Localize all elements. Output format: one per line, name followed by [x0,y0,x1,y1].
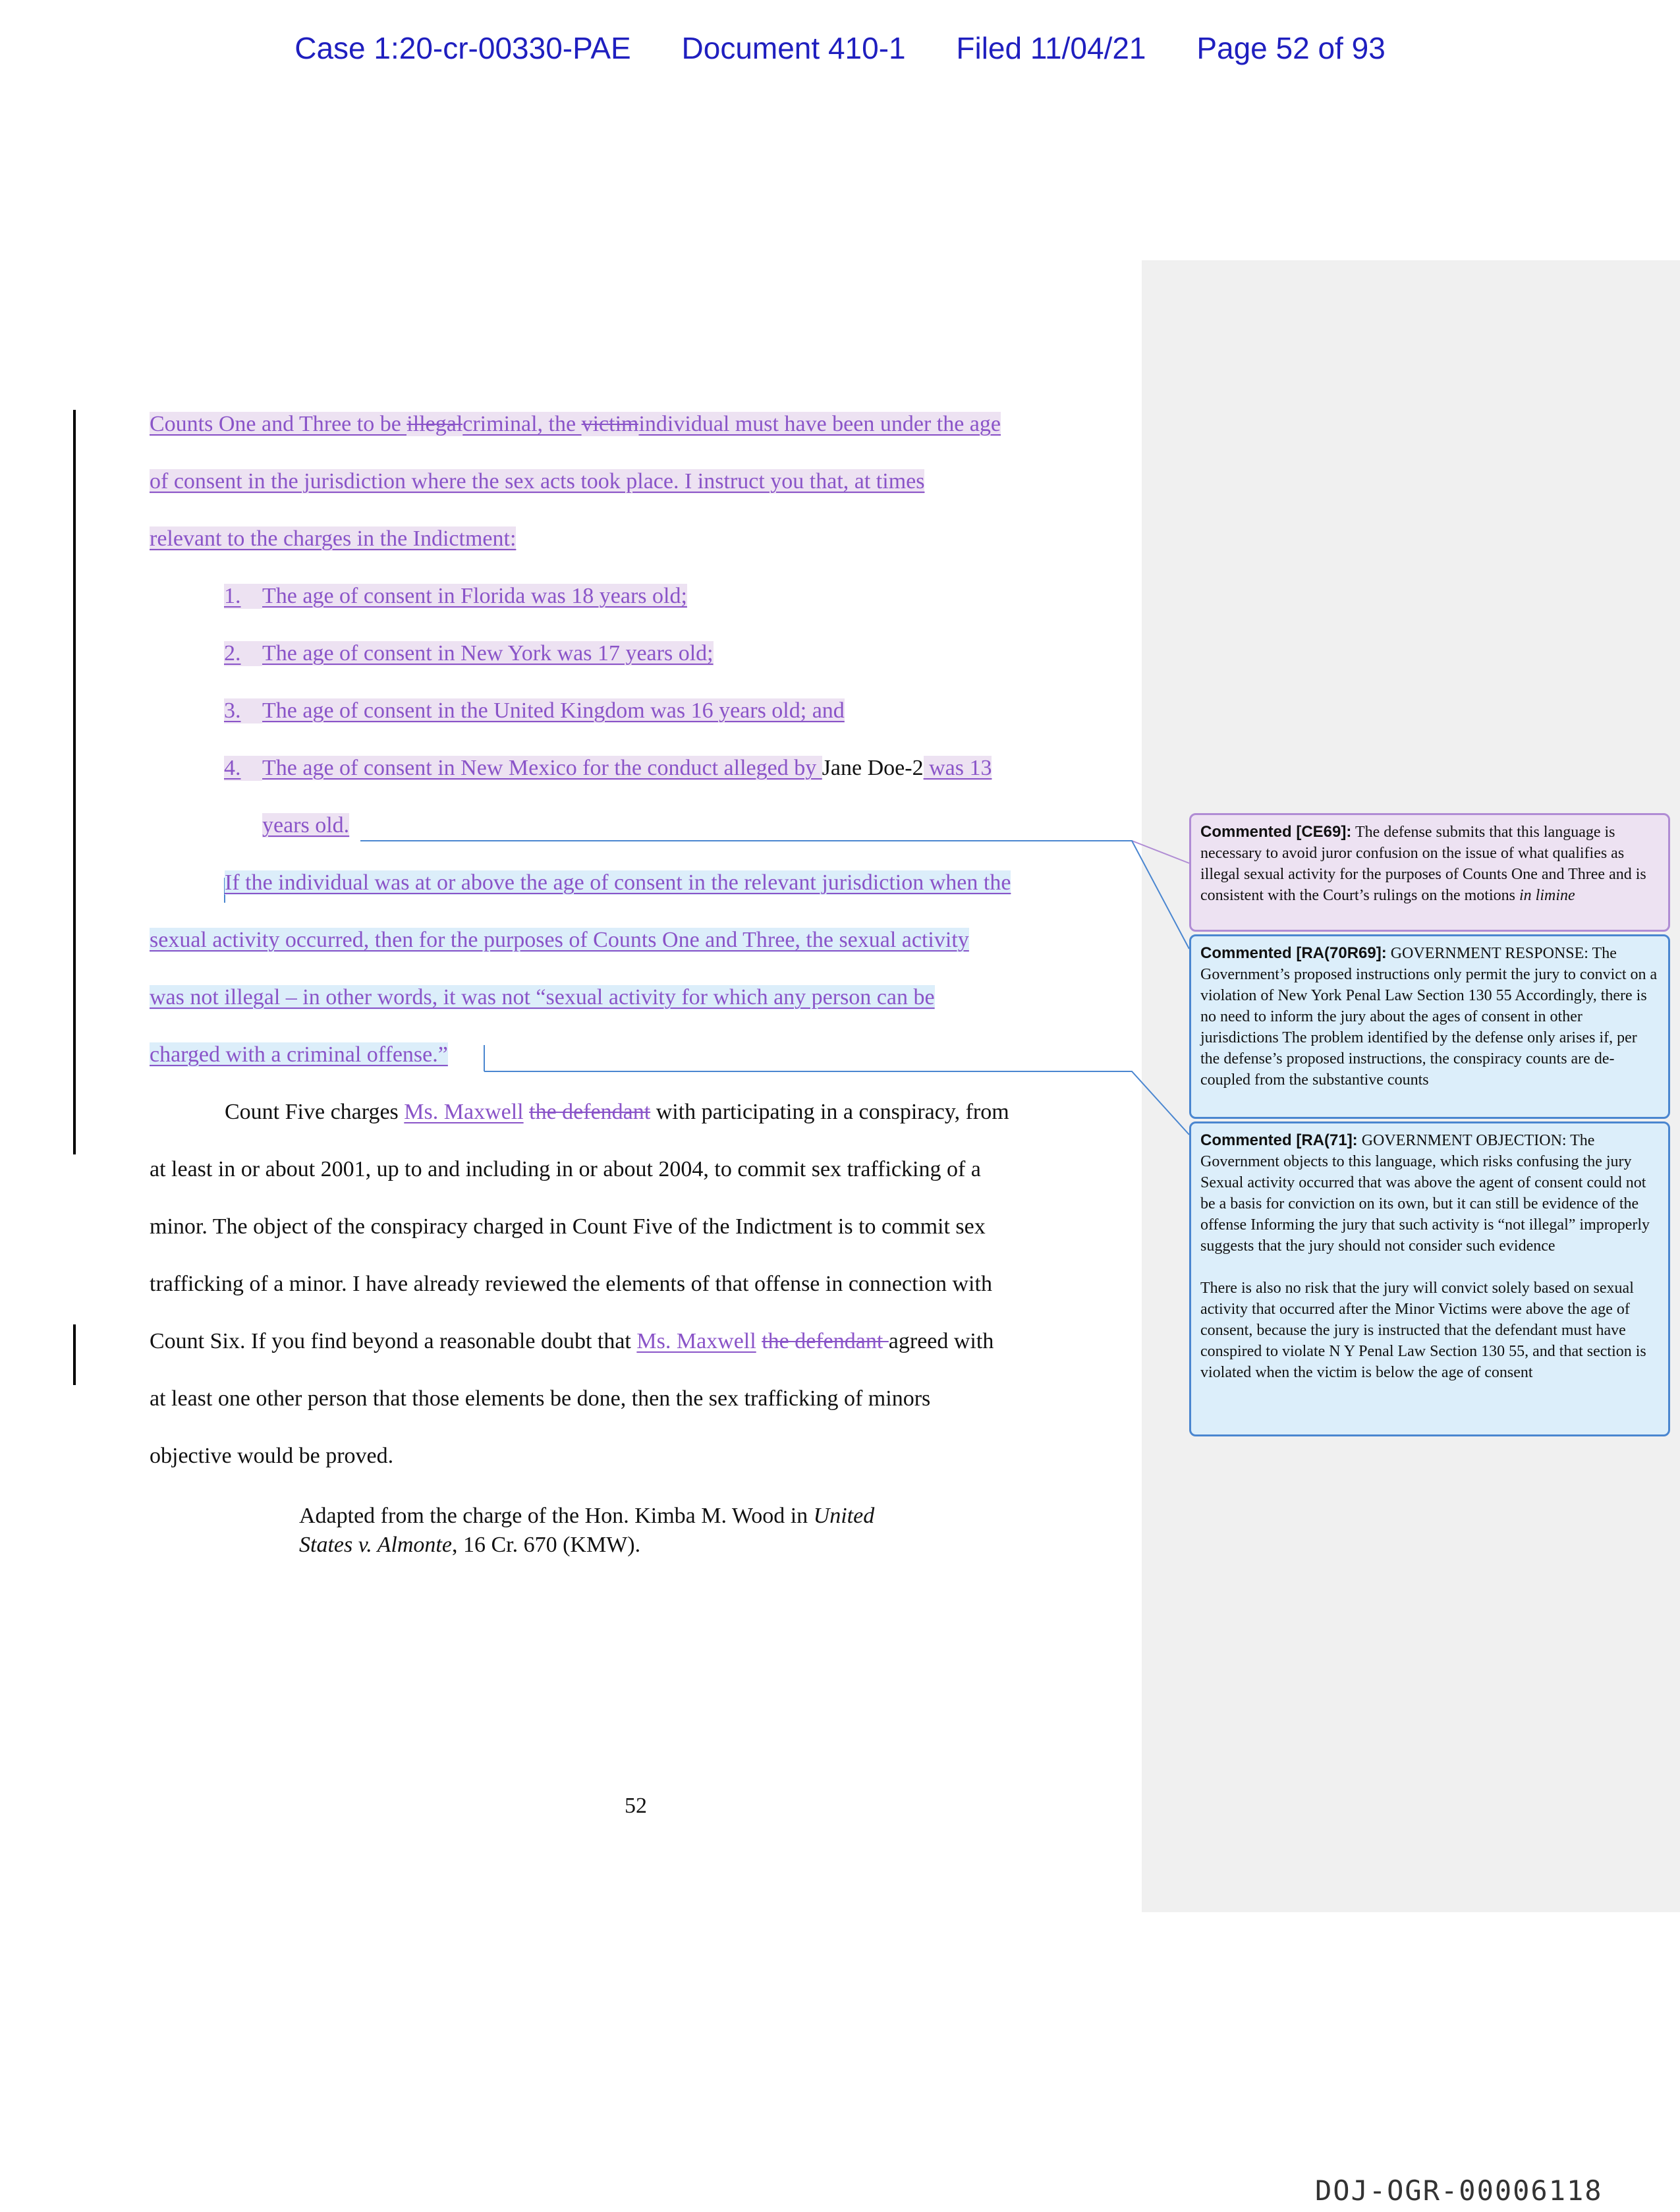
deleted-text: the defendant [762,1329,889,1353]
paragraph-line: objective would be proved. [150,1444,394,1468]
deleted-text: victim [581,412,639,436]
comment-balloon[interactable] [1189,934,1670,1119]
comment-label: Commented [CE69]: [1200,823,1352,841]
paragraph-line: minor. The object of the conspiracy charged in Count Five of the Indictment is to commit sex [150,1214,986,1239]
paragraph-line: of consent in the jurisdiction where the sex acts took place. I instruct you that, at times [150,469,925,494]
page-indicator: Page 52 of 93 [1196,31,1386,65]
paragraph-line: charged with a criminal offense.” [150,1042,448,1067]
paragraph-line: trafficking of a minor. I have already reviewed the elements of that offense in connection with [150,1272,992,1296]
paragraph-line: Count Six. If you find beyond a reasonable doubt that Ms. Maxwell the defendant agreed with [150,1329,994,1353]
list-item: 4. The age of consent in New Mexico for the conduct alleged by Jane Doe-2 was 13 [224,756,992,780]
deleted-text: illegal [406,412,463,436]
comment-text: The defense submits that this language is necessary to avoid juror confusion on the issue of what qualifies as illegal sexual activity for the purposes of Counts One and Three and is consistent with the Court’s rulings on the motions [1200,824,1646,904]
comment-text: GOVERNMENT OBJECTION: The Government objects to this language, which risks confusing the jury Sexual activity occurred that was above the agent of consent could not be a basis for conviction on its own, but it can still be evidence of the offense Informing the jury that such activity is “not illegal” improperly suggests that the jury should not consider such evidence [1200,1132,1650,1255]
comment-text: There is also no risk that the jury will convict solely based on sexual activity that occurred after the Minor Victims were above the age of consent, because the jury is instructed that the defendant must have conspired to violate N Y Penal Law Section 130 55, and that section is violated when the victim is below the age of consent [1200,1280,1646,1381]
paragraph-line: at least one other person that those elements be done, then the sex trafficking of minors [150,1386,931,1411]
list-item: 1. The age of consent in Florida was 18 years old; [224,584,687,608]
filed-date: Filed 11/04/21 [956,31,1146,65]
paragraph-line: Count Five charges Ms. Maxwell the defendant with participating in a conspiracy, from [225,1100,1009,1124]
comment-balloon[interactable]: Commented [CE69]: The defense submits that this language is necessary to avoid juror confusion on the issue of what qualifies as illegal sexual activity for the purposes of Counts One and Three and is consistent with the Court’s rulings on the motions in limine [1189,813,1670,932]
paragraph-line: relevant to the charges in the Indictment: [150,526,517,551]
list-item: 2. The age of consent in New York was 17 years old; [224,641,714,666]
list-item: 3. The age of consent in the United Kingdom was 16 years old; and [224,698,845,723]
comment-text: GOVERNMENT RESPONSE: The Government’s proposed instructions only permit the jury to convict on a violation of New York Penal Law Section 130 55 Accordingly, there is no need to inform the jury about the ages of consent in other jurisdictions The problem identified by the defense only arises if, per the defense’s proposed instructions, the conspiracy counts are de-coupled from the substantive counts [1200,945,1658,1089]
source-citation: Adapted from the charge of the Hon. Kimba M. Wood in United [299,1504,875,1528]
bates-number: DOJ-OGR-00006118 [1315,2174,1603,2207]
case-number: Case 1:20-cr-00330-PAE [294,31,631,65]
paragraph-line: sexual activity occurred, then for the purposes of Counts One and Three, the sexual activity [150,928,969,952]
paragraph-line: at least in or about 2001, up to and including in or about 2004, to commit sex trafficking of a [150,1157,981,1181]
source-citation: States v. Almonte, 16 Cr. 670 (KMW). [299,1533,641,1557]
comment-balloon[interactable] [1189,1121,1670,1436]
paragraph-line: If the individual was at or above the age of consent in the relevant jurisdiction when the [225,870,1011,895]
page-number: 52 [625,1794,647,1818]
document-number: Document 410-1 [681,31,906,65]
list-item-continuation: years old. [262,813,350,837]
deleted-text: the defendant [529,1100,651,1124]
paragraph-line: was not illegal – in other words, it was not “sexual activity for which any person can be [150,985,935,1009]
comment-label: Commented [RA(71]: [1200,1131,1358,1149]
paragraph-line: Counts One and Three to be illegalcriminal, the victimindividual must have been under the age [150,412,1001,436]
comment-label: Commented [RA(70R69]: [1200,944,1387,962]
